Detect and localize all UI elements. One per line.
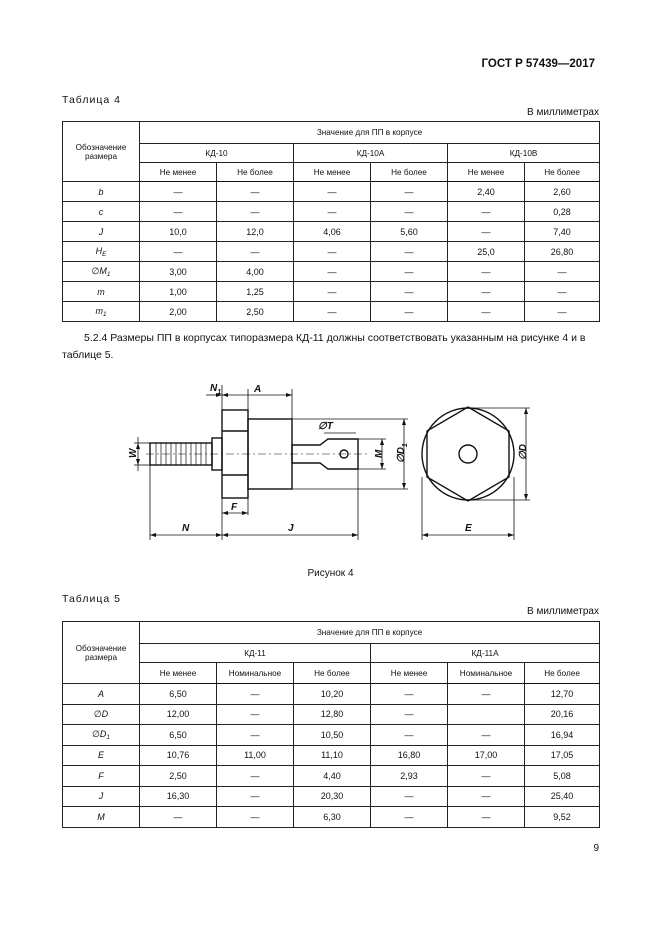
table-cell: — [217,786,294,807]
label-d: ∅D [518,444,529,460]
table-row [63,222,600,242]
table-cell: 5,08 [525,766,600,787]
table4-subhead: Не более [371,163,448,182]
table-cell: 12,00 [140,704,217,725]
row-symbol: c [63,202,140,222]
table-cell: 2,50 [140,766,217,787]
table-cell: — [448,807,525,828]
table4 [62,121,600,322]
table-cell: 6,30 [294,807,371,828]
table5-subhead: Не более [525,663,600,684]
table-cell: — [140,202,217,222]
table-cell: — [140,242,217,262]
row-symbol: m [63,282,140,302]
table-cell: — [448,262,525,282]
table-cell: 11,10 [294,745,371,766]
label-f: F [231,502,238,513]
table-cell: 17,00 [448,745,525,766]
table-cell: — [371,282,448,302]
row-symbol: J [63,222,140,242]
table-cell: 11,00 [217,745,294,766]
table-cell: 10,50 [294,725,371,746]
row-symbol: E [63,745,140,766]
table-cell: 16,30 [140,786,217,807]
row-symbol: A [63,684,140,705]
table-row [63,242,600,262]
table-cell: — [217,202,294,222]
table-cell: 25,0 [448,242,525,262]
table-cell: 20,30 [294,786,371,807]
table-cell: — [294,282,371,302]
table5-head-symbol: Обозначение размера [63,622,140,684]
row-symbol: M [63,807,140,828]
table-cell: 17,05 [525,745,600,766]
table4-subhead: Не менее [448,163,525,182]
table4-units: В миллиметрах [527,107,599,118]
table-cell: — [448,766,525,787]
row-symbol: J [63,786,140,807]
table-cell: — [448,202,525,222]
table-cell: — [448,725,525,746]
table-cell: — [140,182,217,202]
table4-subhead: Не менее [294,163,371,182]
table-cell: 16,94 [525,725,600,746]
table-cell: 16,80 [371,745,448,766]
table-cell: — [294,202,371,222]
table-cell: 3,00 [140,262,217,282]
table-row [63,282,600,302]
table-cell: — [371,242,448,262]
table5-units: В миллиметрах [527,606,599,617]
table-row [63,786,600,807]
table-cell: 6,50 [140,725,217,746]
table-cell: — [371,704,448,725]
table-cell: 1,00 [140,282,217,302]
label-m: M [374,449,385,458]
table-row [63,745,600,766]
table-cell: 1,25 [217,282,294,302]
table5-case: КД-11 [140,644,371,663]
table5-head-group: Значение для ПП в корпусе [140,622,600,644]
table4-case: КД-10А [294,144,448,163]
table4-head-group: Значение для ПП в корпусе [140,122,600,144]
table-cell: — [140,807,217,828]
table-cell: 0,28 [525,202,600,222]
table-cell: — [371,725,448,746]
table-cell: — [448,282,525,302]
table-row [63,302,600,322]
table-cell: — [217,182,294,202]
table-cell: 2,40 [448,182,525,202]
figure-4-drawing [120,375,550,540]
table-cell: 9,52 [525,807,600,828]
table-cell: 10,76 [140,745,217,766]
row-symbol: ∅D [63,704,140,725]
table-cell [448,704,525,725]
table5-subhead: Не более [294,663,371,684]
table-cell: 10,0 [140,222,217,242]
table5-subhead: Номинальное [217,663,294,684]
table5-subhead: Не менее [140,663,217,684]
row-symbol: $H_E$ [63,242,140,262]
table-cell: 12,80 [294,704,371,725]
table5-subhead: Номинальное [448,663,525,684]
table5-subhead: Не менее [371,663,448,684]
table-row [63,725,600,746]
table-cell: — [371,182,448,202]
row-symbol: $m_1$ [63,302,140,322]
label-t: ∅T [318,421,333,432]
row-symbol: b [63,182,140,202]
figure-4-caption: Рисунок 4 [307,568,354,579]
end-view-hexagon [427,407,509,501]
table-cell: 4,40 [294,766,371,787]
table-row [63,684,600,705]
paragraph-5-2-4: 5.2.4 Размеры ПП в корпусах типоразмера КД-11 должны соответствовать указанным на рисунке 4 и в таблице 5. [62,332,586,361]
table5-case: КД-11А [371,644,600,663]
row-symbol: $\emptyset M_1$ [63,262,140,282]
table-cell: 10,20 [294,684,371,705]
table-cell: — [525,282,600,302]
table-cell: — [217,725,294,746]
table4-case: КД-10 [140,144,294,163]
table4-caption: Таблица 4 [62,94,121,106]
table4-subhead: Не менее [140,163,217,182]
label-n1: $N_1$ [210,383,222,396]
table-cell: 2,00 [140,302,217,322]
table4-case: КД-10В [448,144,600,163]
table-cell: 12,0 [217,222,294,242]
table-cell: — [371,262,448,282]
table-cell: — [371,302,448,322]
table-cell: — [448,222,525,242]
table-cell: — [294,262,371,282]
table4-subhead: Не более [525,163,600,182]
table-row [63,704,600,725]
table-cell: — [371,807,448,828]
table-row [63,202,600,222]
table-cell: 6,50 [140,684,217,705]
table-cell: — [217,807,294,828]
end-view-circle [422,408,514,500]
table-cell: 7,40 [525,222,600,242]
table-cell: 4,06 [294,222,371,242]
table5 [62,621,600,828]
table-cell: 25,40 [525,786,600,807]
table-cell: — [371,786,448,807]
table-cell: — [448,302,525,322]
row-symbol: $\emptyset D_1$ [63,725,140,746]
table-row [63,807,600,828]
label-e: E [465,523,472,534]
table-cell: — [525,302,600,322]
table-cell: 4,00 [217,262,294,282]
table-cell: — [448,786,525,807]
table-cell: — [371,684,448,705]
table-row [63,766,600,787]
table-cell: — [525,262,600,282]
table-cell: — [217,766,294,787]
table-cell: 2,93 [371,766,448,787]
label-n: N [182,523,190,534]
table-cell: — [294,302,371,322]
table-cell: 5,60 [371,222,448,242]
label-j: J [288,523,294,534]
table4-head-symbol: Обозначение размера [63,122,140,182]
page-number: 9 [593,843,599,854]
table-cell: — [294,182,371,202]
table-cell: — [294,242,371,262]
table-row [63,262,600,282]
table4-subhead: Не более [217,163,294,182]
label-d1: $\emptyset D_1$ [396,443,409,463]
label-a: A [254,384,262,395]
table-cell: — [448,684,525,705]
table5-caption: Таблица 5 [62,593,121,605]
table-cell: 26,80 [525,242,600,262]
table-cell: 2,50 [217,302,294,322]
table-cell: — [217,242,294,262]
row-symbol: F [63,766,140,787]
table-cell: 2,60 [525,182,600,202]
table-cell: 20,16 [525,704,600,725]
table-cell: — [371,202,448,222]
table-cell: — [217,684,294,705]
standard-designation: ГОСТ Р 57439—2017 [481,58,595,70]
table-row [63,182,600,202]
table-cell: 12,70 [525,684,600,705]
label-w: W [128,448,139,458]
table-cell: — [217,704,294,725]
end-view-stud [459,445,477,463]
